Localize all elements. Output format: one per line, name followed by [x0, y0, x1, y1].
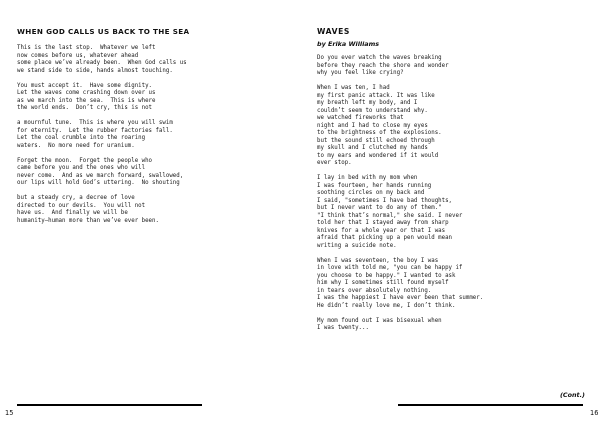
poem-line: we watched fireworks that [317, 115, 404, 121]
continued-label: (Cont.) [560, 391, 585, 399]
poem-line: him why I sometimes still found myself [317, 280, 449, 286]
poem-line: my skull and I clutched my hands [317, 145, 428, 151]
stanza [17, 158, 287, 188]
poem-line: a mournful tune. This is where you will swim [17, 120, 173, 126]
poem-line: to the brightness of the explosions. [317, 130, 442, 136]
poem-line: to my ears and wondered if it would [317, 152, 439, 159]
right-page [300, 0, 600, 424]
poem-line: I was fourteen, her hands running [317, 182, 432, 189]
poem-line: in tears over absolutely nothing. [317, 287, 432, 294]
poem-line: came before you and the ones who will [17, 165, 146, 171]
poem-line: never come. And as we march forward, swallowed, [17, 172, 184, 179]
poem-line: Let the waves come crashing down over us [17, 90, 156, 96]
stanza [317, 175, 595, 250]
poem-line: I said, "sometimes I have bad thoughts, [317, 197, 453, 204]
poem-line: ever stop. [317, 160, 352, 166]
poem-line: night and I had to close my eyes [317, 122, 428, 129]
poem-line: but I never want to do any of them." [317, 205, 442, 211]
poem-line: My mom found out I was bisexual when [317, 317, 442, 324]
poem-body-right [317, 55, 595, 340]
stanza [317, 258, 595, 311]
stanza [317, 55, 595, 78]
poem-line: When I was seventeen, the boy I was [317, 257, 439, 264]
poem-line: have us. And finally we will be [17, 210, 128, 216]
poem-line: This is the last stop. Whatever we left [17, 45, 156, 51]
poem-line: afraid that picking up a pen would mean [317, 235, 453, 241]
poem-title-left: WHEN GOD CALLS US BACK TO THE SEA [17, 27, 190, 36]
poem-line: but a steady cry, a decree of love [17, 195, 135, 201]
poem-line: couldn’t seem to understand why. [317, 107, 428, 114]
poem-line: knives for a whole year or that I was [317, 227, 446, 234]
poem-line: in love with told me, "you can be happy if [317, 265, 463, 271]
poem-line: When I was ten, I had [317, 85, 390, 91]
poem-line: "I think that’s normal," she said. I never [317, 212, 463, 219]
footer-rule-left [17, 404, 202, 406]
poem-line: told her that I stayed away from sharp [317, 220, 449, 226]
poem-line: Let the coal crumble into the roaring [17, 135, 146, 141]
poem-line: we stand side to side, hands almost touching. [17, 67, 173, 74]
poem-body-left [17, 45, 287, 233]
poem-line: I was the happiest I have ever been that summer. [317, 295, 484, 301]
stanza [317, 85, 595, 168]
page-number-right: 16 [590, 409, 599, 417]
poem-line: my first panic attack. It was like [317, 92, 435, 99]
poem-line: our lips will hold God’s uttering. No shouting [17, 180, 180, 186]
poem-line: for eternity. Let the rubber factories fall. [17, 127, 173, 134]
stanza [317, 318, 595, 333]
poem-title-right: WAVES [317, 27, 350, 36]
poem-line: you choose to be happy." I wanted to ask [317, 272, 456, 279]
poem-line: the world ends. Don’t cry, this is not [17, 105, 153, 111]
poem-line: Forget the moon. Forget the people who [17, 157, 153, 164]
poem-line: before they reach the shore and wonder [317, 62, 449, 69]
poem-line: directed to our devils. You will not [17, 202, 146, 209]
poem-line: as we march into the sea. This is where [17, 97, 156, 104]
stanza [17, 195, 287, 225]
poem-line: soothing circles on my back and [317, 190, 425, 196]
stanza [17, 120, 287, 150]
author-byline: by Erika Williams [317, 40, 380, 48]
poem-line: He didn’t really love me, I don’t think. [317, 302, 456, 309]
footer-rule-right [398, 404, 583, 406]
page-number-left: 15 [5, 409, 14, 417]
poem-line: now comes before us, whatever ahead [17, 52, 139, 59]
poem-line: You must accept it. Have some dignity. [17, 82, 153, 89]
poem-line: Do you ever watch the waves breaking [317, 55, 442, 61]
poem-line: my breath left my body, and I [317, 100, 418, 106]
stanza [17, 83, 287, 113]
stanza [17, 45, 287, 75]
poem-line: writing a suicide note. [317, 242, 397, 249]
poem-line: why you feel like crying? [317, 70, 404, 76]
poem-line: humanity—human more than we’ve ever been. [17, 217, 159, 224]
poem-line: but the sound still echoed through [317, 137, 435, 144]
poem-line: waters. No more need for uranium. [17, 142, 135, 149]
poem-line: I was twenty... [317, 325, 369, 331]
poem-line: I lay in bed with my mom when [317, 175, 418, 181]
poem-line: some place we’ve already been. When God calls us [17, 60, 187, 66]
